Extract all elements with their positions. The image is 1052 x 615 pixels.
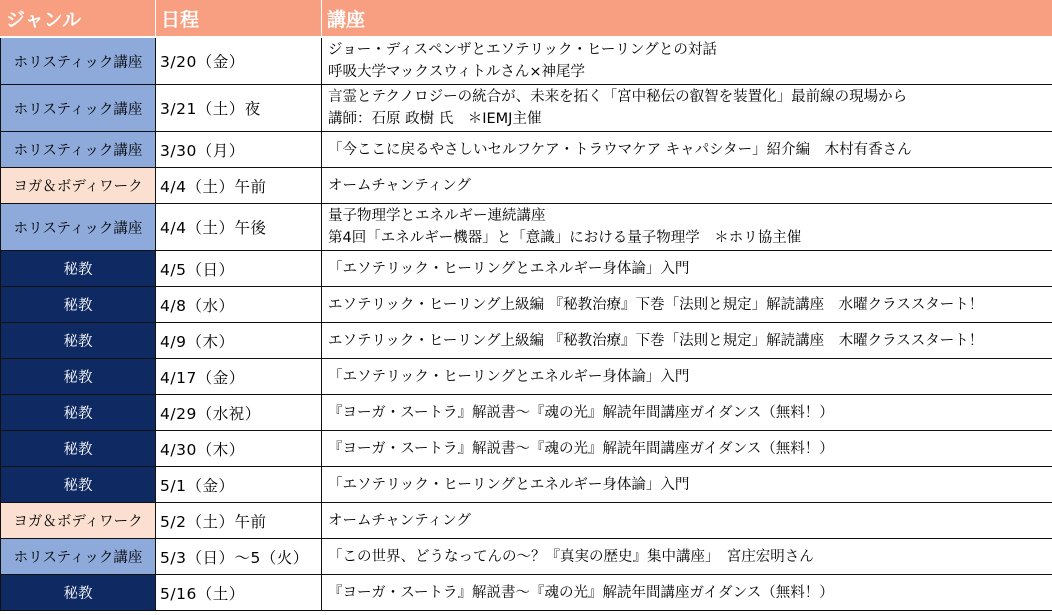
topic-line: オームチャンティング (328, 177, 471, 194)
topic-line: 第4回「エネルギー機器」と「意識」における量子物理学 ＊ホリ協主催 (328, 230, 802, 246)
topic-cell (322, 575, 1052, 611)
table-row (1, 85, 1052, 132)
genre-cell: ホリスティック講座 (1, 132, 156, 168)
date-cell: 3/20（金） (156, 37, 322, 85)
genre-cell: 秘教 (1, 467, 156, 503)
topic-cell (322, 251, 1052, 287)
genre-cell: 秘教 (1, 287, 156, 323)
topic-cell (322, 204, 1052, 251)
genre-cell: ヨガ＆ボディワーク (1, 168, 156, 204)
topic-line: 「エソテリック・ヒーリングとエネルギー身体論」入門 (328, 368, 690, 385)
genre-cell: ホリスティック講座 (1, 539, 156, 575)
table-row (1, 323, 1052, 359)
topic-line: 呼吸大学マックスウィトルさん×神尾学 (328, 64, 586, 80)
topic-line: 「この世界、どうなってんの～？『真実の歴史』集中講座」 宮庄宏明さん (328, 548, 814, 565)
topic-line: ジョー・ディスペンザとエソテリック・ヒーリングとの対話 (328, 42, 717, 58)
topic-cell (322, 287, 1052, 323)
date-cell: 4/17（金） (156, 359, 322, 395)
table-row (1, 287, 1052, 323)
table-row (1, 132, 1052, 168)
topic-cell (322, 85, 1052, 132)
topic-cell (322, 539, 1052, 575)
topic-cell (322, 395, 1052, 431)
genre-cell: 秘教 (1, 575, 156, 611)
topic-line: 『ヨーガ・スートラ』解説書～『魂の光』解読年間講座ガイダンス（無料！） (328, 440, 834, 457)
topic-line: エソテリック・ヒーリング上級編 『秘教治療』下巻「法則と規定」解読講座 水曜クラススタート！ (328, 296, 984, 313)
date-cell: 4/29（水祝） (156, 395, 322, 431)
date-cell: 5/16（土） (156, 575, 322, 611)
topic-line: 「エソテリック・ヒーリングとエネルギー身体論」入門 (328, 476, 690, 493)
date-cell: 4/8（水） (156, 287, 322, 323)
topic-cell (322, 168, 1052, 204)
genre-cell: 秘教 (1, 359, 156, 395)
date-cell: 5/2（土）午前 (156, 503, 322, 539)
genre-cell: 秘教 (1, 431, 156, 467)
genre-cell: 秘教 (1, 395, 156, 431)
header-topic: 講座 (322, 1, 1052, 38)
header-genre: ジャンル (1, 1, 156, 38)
table-row (1, 37, 1052, 85)
genre-cell: ホリスティック講座 (1, 85, 156, 132)
genre-cell: 秘教 (1, 251, 156, 287)
topic-line: 『ヨーガ・スートラ』解説書～『魂の光』解読年間講座ガイダンス（無料！） (328, 584, 834, 601)
genre-cell: ヨガ＆ボディワーク (1, 503, 156, 539)
table-row (1, 359, 1052, 395)
topic-cell (322, 132, 1052, 168)
date-cell: 3/21（土）夜 (156, 85, 322, 132)
genre-cell: ホリスティック講座 (1, 204, 156, 251)
topic-line: オームチャンティング (328, 512, 471, 529)
date-cell: 5/3（日）～5（火） (156, 539, 322, 575)
table-row (1, 395, 1052, 431)
topic-line: 言霊とテクノロジーの統合が、未来を拓く「宮中秘伝の叡智を装置化」最前線の現場から (328, 89, 908, 105)
table-row (1, 467, 1052, 503)
schedule-body (1, 37, 1052, 611)
date-cell: 4/5（日） (156, 251, 322, 287)
genre-cell: 秘教 (1, 323, 156, 359)
date-cell: 4/4（土）午前 (156, 168, 322, 204)
table-row (1, 168, 1052, 204)
topic-line: 量子物理学とエネルギー連続講座 (328, 208, 546, 224)
topic-line: 講師：石原 政樹 氏 ＊IEMJ主催 (328, 111, 542, 127)
topic-line: エソテリック・ヒーリング上級編 『秘教治療』下巻「法則と規定」解読講座 木曜クラススタート！ (328, 332, 984, 349)
table-row (1, 251, 1052, 287)
topic-line: 「エソテリック・ヒーリングとエネルギー身体論」入門 (328, 260, 690, 277)
genre-cell: ホリスティック講座 (1, 37, 156, 85)
topic-cell (322, 323, 1052, 359)
date-cell: 3/30（月） (156, 132, 322, 168)
topic-cell (322, 467, 1052, 503)
date-cell: 4/4（土）午後 (156, 204, 322, 251)
table-row (1, 539, 1052, 575)
table-row (1, 575, 1052, 611)
topic-cell (322, 503, 1052, 539)
topic-line: 『ヨーガ・スートラ』解説書～『魂の光』解読年間講座ガイダンス（無料！） (328, 404, 834, 421)
date-cell: 4/30（木） (156, 431, 322, 467)
date-cell: 4/9（木） (156, 323, 322, 359)
topic-cell (322, 431, 1052, 467)
header-date: 日程 (156, 1, 322, 38)
topic-cell (322, 37, 1052, 85)
date-cell: 5/1（金） (156, 467, 322, 503)
table-row (1, 431, 1052, 467)
header-row (1, 1, 1052, 38)
topic-line: 「今ここに戻るやさしいセルフケア・トラウマケア キャパシター」紹介編 木村有香さん (328, 141, 912, 158)
table-row (1, 503, 1052, 539)
topic-cell (322, 359, 1052, 395)
table-row (1, 204, 1052, 251)
